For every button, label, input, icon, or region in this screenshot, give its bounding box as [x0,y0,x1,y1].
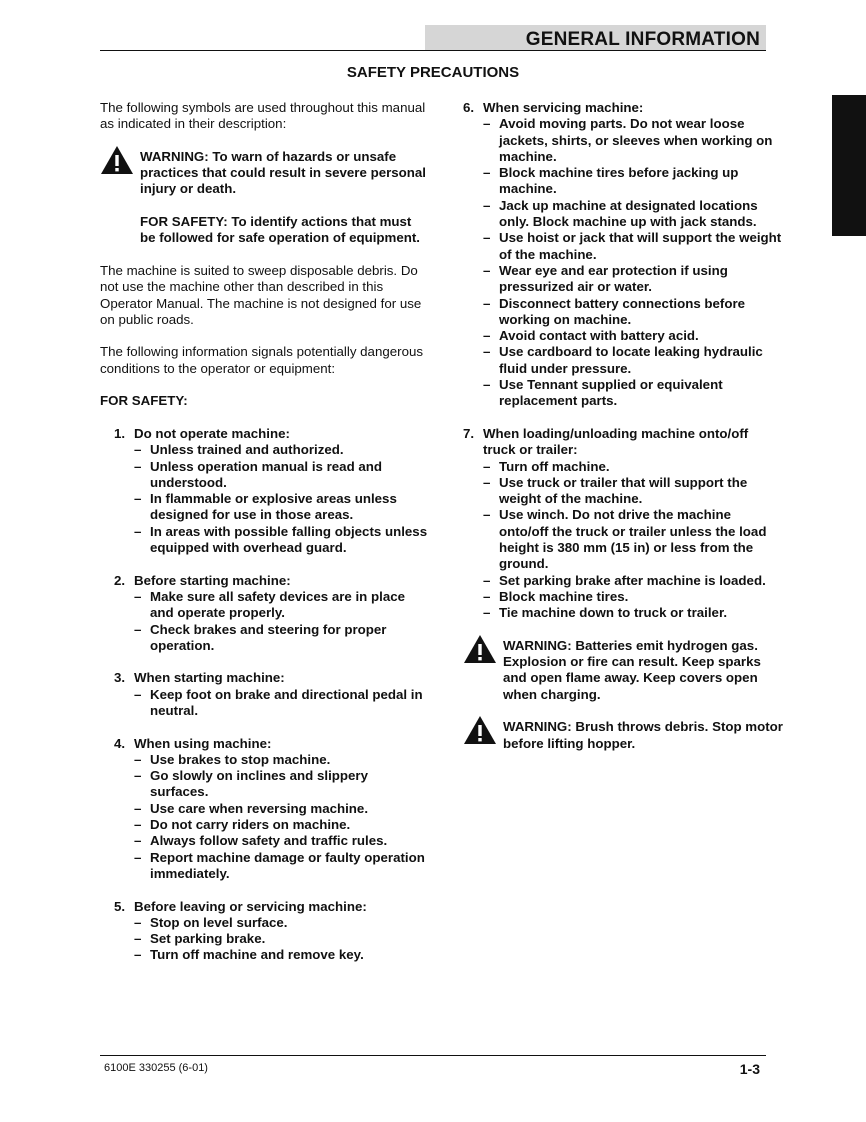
brush-warning-text: WARNING: Brush throws debris. Stop motor before lifting hopper. [503,719,783,751]
list-item: – Always follow safety and traffic rules. [134,833,388,849]
group-title: Do not operate machine: [134,425,290,441]
symbol-for-safety-text: FOR SAFETY: To identify actions that must be followed for safe operation of equipment. [140,214,420,246]
page-title: SAFETY PRECAUTIONS [346,64,520,81]
left-column [100,100,430,980]
section-tab [832,95,866,236]
list-item: – Block machine tires. [483,588,629,604]
section-title: GENERAL INFORMATION [525,29,760,50]
safety-list [100,426,430,964]
list-item: – Unless operation manual is read and understood. [134,458,383,490]
list-item: – Stop on level surface. [134,914,288,930]
list-item: – Wear eye and ear protection if using pressurized air or water. [483,262,728,295]
symbol-legend [100,149,430,247]
list-item: – Use hoist or jack that will support the weight of the machine. [483,230,782,262]
list-item: – In areas with possible falling objects unless equipped with overhead guard. [134,523,428,556]
list-item: – Make sure all safety devices are in place and operate properly. [134,588,406,621]
list-item: – Turn off machine and remove key. [134,947,364,963]
for-safety-heading: FOR SAFETY: [100,393,188,409]
battery-warning [463,638,783,703]
group-number: 1. [114,425,126,441]
safety-group [463,100,783,410]
warning-triangle-icon [463,715,497,745]
group-title: When servicing machine: [483,100,644,115]
group-title: Before leaving or servicing machine: [134,898,367,914]
list-item: – Avoid contact with battery acid. [483,328,699,344]
symbol-warning-text: WARNING: To warn of hazards or unsafe practices that could result in severe personal injury or death. [140,148,426,197]
list-item: – Tie machine down to truck or trailer. [483,605,728,621]
group-title: Before starting machine: [134,572,291,588]
group-number: 3. [114,670,126,686]
list-item: – Set parking brake after machine is loaded. [483,572,766,588]
list-item: – Turn off machine. [483,458,610,474]
suitability-text: The machine is suited to sweep disposable debris. Do not use the machine other than described in this Operator Manual. The machine is not designed for use on public roads. [100,262,422,327]
document-code: 6100E 330255 (6-01) [104,1062,208,1074]
group-number: 5. [114,898,126,914]
safety-group [114,573,430,654]
list-item: – Block machine tires before jacking up machine. [483,165,739,197]
footer-rule [100,1055,766,1056]
brush-warning [463,719,783,752]
list-item: – Do not carry riders on machine. [134,817,351,833]
list-item: – In flammable or explosive areas unless designed for use in those areas. [134,491,397,523]
list-item: – Use truck or trailer that will support the weight of the machine. [483,474,748,507]
intro-text: The following symbols are used throughout this manual as indicated in their description: [100,100,426,132]
list-item: – Use care when reversing machine. [134,800,369,816]
signals-intro-text: The following information signals potentially dangerous conditions to the operator or equipment: [100,344,424,376]
group-number: 6. [463,100,475,115]
list-item: – Unless trained and authorized. [134,442,344,458]
safety-group [463,426,783,622]
group-title: When using machine: [134,735,272,751]
list-item: – Set parking brake. [134,931,266,947]
warning-triangle-icon [100,145,134,175]
warning-triangle-icon [463,634,497,664]
safety-group [114,736,430,883]
group-title: When loading/unloading machine onto/off truck or trailer: [483,425,749,458]
group-number: 7. [463,425,475,441]
list-item: – Use brakes to stop machine. [134,751,331,767]
list-item: – Avoid moving parts. Do not wear loose jackets, shirts, or sleeves when working on machine. [483,116,773,164]
list-item: – Jack up machine at designated locations only. Block machine up with jack stands. [483,197,758,230]
list-item: – Report machine damage or faulty operation immediately. [134,849,425,881]
list-item: – Go slowly on inclines and slippery surfaces. [134,768,368,800]
safety-group [114,426,430,556]
group-title: When starting machine: [134,670,285,686]
battery-warning-text: WARNING: Batteries emit hydrogen gas. Explosion or fire can result. Keep sparks and open flame away. Keep covers open when charging. [503,637,761,702]
safety-group [114,670,430,719]
group-number: 2. [114,572,126,588]
list-item: – Check brakes and steering for proper operation. [134,621,387,653]
safety-group [114,899,430,964]
list-item: – Use winch. Do not drive the machine onto/off the truck or trailer unless the load height is 380 mm (15 in) or less from the ground. [483,507,767,572]
right-column [463,100,783,768]
list-item: – Disconnect battery connections before working on machine. [483,295,746,327]
list-item: – Keep foot on brake and directional pedal in neutral. [134,686,423,718]
list-item: – Use cardboard to locate leaking hydraulic fluid under pressure. [483,344,763,376]
group-number: 4. [114,735,126,751]
list-item: – Use Tennant supplied or equivalent replacement parts. [483,377,723,409]
header-rule [100,50,766,51]
page-number: 1-3 [739,1061,760,1077]
